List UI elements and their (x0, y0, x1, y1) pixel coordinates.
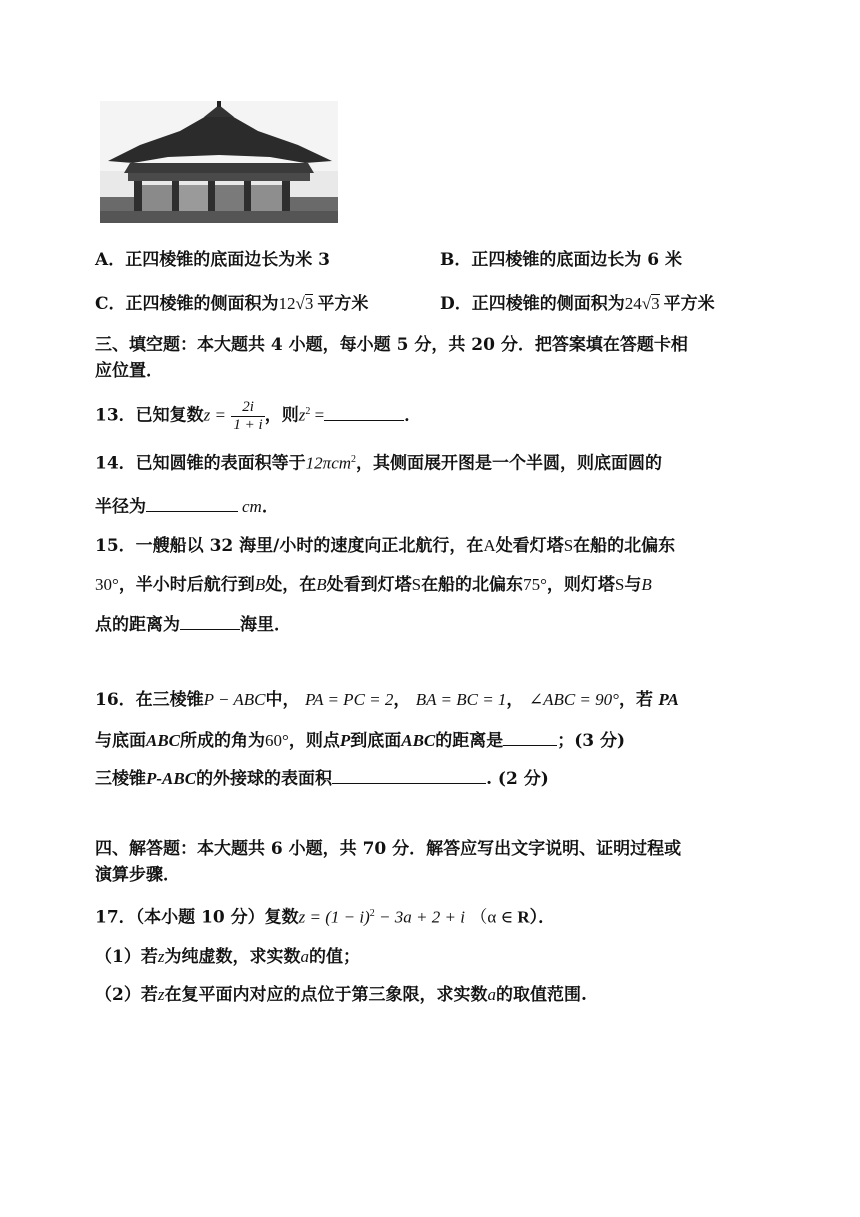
question-17-part2 (95, 983, 587, 1007)
option-b-value: 6 (647, 250, 660, 270)
section3-heading-line2: 应位置． (95, 361, 163, 381)
q17-p2-label: （2） (95, 985, 141, 1005)
option-d-radicand: 3 (651, 294, 660, 313)
q17-expr-b: − 3a + 2 + i (374, 907, 465, 927)
q17-cond-r: R (517, 907, 530, 927)
question-14-line2 (95, 493, 279, 519)
question-15-line3 (95, 611, 291, 637)
q17-cond: （α ∈ (470, 907, 518, 927)
q15-point-s2: S (411, 575, 422, 594)
q16-answer-blank-1[interactable] (503, 727, 557, 746)
q16-score2: . (2 分) (486, 769, 549, 789)
q16-line1-b: 中， (265, 690, 300, 710)
q15-answer-blank[interactable] (180, 611, 240, 630)
question-13 (95, 394, 421, 434)
q15-line2-a: ，半小时后航行到 (118, 575, 255, 595)
question-16: 16．在三棱锥P − ABC中， PA = PC = 2， BA = BC = 1， ∠ABC = 90°，若 PA (95, 690, 679, 710)
q16-line3-b: 的外接球的表面积 (196, 769, 333, 789)
q14-number: 14． (95, 453, 136, 474)
option-a (95, 248, 330, 272)
q15-angle1: 30° (95, 575, 119, 594)
option-d-coef: 24 (624, 294, 642, 313)
q16-abc2: ABC (401, 731, 436, 750)
q14-end: ． (261, 497, 279, 517)
q16-line1-a: 在三棱锥 (135, 690, 204, 710)
q13-frac-den: 1 + i (233, 416, 263, 433)
option-d: D．正四棱锥的侧面积为24√3 平方米 (440, 294, 715, 314)
option-a-label: A． (95, 250, 126, 270)
question-15-line2 (95, 573, 652, 597)
q15-line2-f: 与 (624, 575, 642, 595)
q17-p2-a: 若 (140, 985, 158, 1005)
q13-lhs: z = (203, 405, 227, 425)
q17-cond-end: ）． (529, 907, 556, 928)
q17-p1-var: a (300, 947, 309, 966)
q15-point-b: B (254, 575, 266, 594)
q13-eq: = (310, 405, 325, 425)
q16-line2-a: 与底面 (95, 731, 146, 751)
q16-line2-b: 所成的角为 (180, 731, 266, 751)
q13-text-mid: ，则 (264, 405, 299, 426)
option-d-label: D． (440, 294, 472, 314)
q13-answer-blank[interactable] (324, 402, 404, 421)
q16-abc: ABC (146, 731, 181, 750)
q15-point-b3: B (641, 575, 652, 594)
q16-point-p: P (339, 731, 351, 750)
q16-tetrahedron: P − ABC (203, 690, 266, 709)
option-c: C．正四棱锥的侧面积为12√3 平方米 (95, 294, 369, 314)
q16-score1: ；(3 分) (557, 731, 626, 751)
q16-number: 16． (95, 690, 136, 710)
q15-point-a: A (483, 536, 496, 555)
question-16-line3 (95, 765, 549, 791)
q15-point-b2: B (316, 575, 327, 594)
question-17-part1 (95, 945, 360, 969)
option-b-text: 正四棱锥的底面边长为 (471, 250, 648, 270)
q17-p1-c: 的值； (308, 947, 360, 967)
option-c-text: 正四棱锥的侧面积为 (125, 294, 279, 314)
q15-line1-pre: 一艘船以 (135, 536, 210, 556)
q13-rhs: z (298, 405, 306, 425)
q16-cond3: ∠ABC = 90° (528, 690, 619, 709)
q17-p1-label: （1） (95, 947, 141, 967)
pavilion-photo (100, 101, 338, 223)
q16-line2-d: 到底面 (350, 731, 402, 751)
q15-line3-pre: 点的距离为 (95, 615, 180, 635)
q17-p1-b: 为纯虚数，求实数 (164, 947, 301, 967)
q16-line1-c: ，若 (618, 690, 653, 710)
q13-fraction (231, 399, 264, 434)
option-c-coef: 12 (278, 294, 296, 313)
q17-p2-z: z (157, 985, 165, 1004)
option-d-unit: 平方米 (663, 294, 715, 314)
q16-answer-blank-2[interactable] (332, 765, 486, 784)
question-15 (95, 534, 675, 558)
q13-rhs-exp: 2 (305, 406, 311, 417)
option-a-value: 3 (318, 250, 330, 270)
q15-point-s3: S (614, 575, 625, 594)
option-c-unit: 平方米 (317, 294, 369, 314)
q14-answer-blank[interactable] (146, 493, 238, 512)
question-14 (95, 448, 662, 476)
option-c-label: C． (95, 294, 126, 314)
q13-end: ． (404, 405, 422, 426)
option-a-text: 正四棱锥的底面边长为米 (125, 250, 319, 270)
q15-line1-post: 海里/小时的速度向正北航行，在 (233, 536, 484, 556)
section3-heading-line1: 三、填空题：本大题共 4 小题，每小题 5 分，共 20 分．把答案填在答题卡相 (95, 335, 688, 355)
q15-point-s: S (563, 536, 574, 555)
q16-angle: 60° (265, 731, 289, 750)
q15-line3-post: 海里． (240, 615, 291, 635)
q17-p1-z: z (157, 947, 165, 966)
q16-line2-c: ，则点 (288, 731, 340, 751)
q17-p2-c: 的取值范围. (495, 985, 587, 1005)
q13-number: 13． (95, 405, 136, 426)
q16-cond1: PA = PC = 2 (304, 690, 394, 709)
q15-line2-b: 处，在 (265, 575, 317, 595)
q15-line1-tail: 在船的北偏东 (573, 536, 676, 556)
q14-unit: cm (242, 497, 262, 516)
q15-line2-d: 在船的北偏东 (421, 575, 524, 595)
q15-line1-end: 处看灯塔 (495, 536, 564, 556)
q13-text-pre: 已知复数 (135, 405, 204, 426)
section4-heading-line1: 四、解答题：本大题共 6 小题，共 70 分．解答应写出文字说明、证明过程或 (95, 839, 682, 859)
q15-speed: 32 (209, 536, 234, 556)
q17-number: 17． (95, 907, 136, 928)
q15-line2-e: ，则灯塔 (546, 575, 615, 595)
q16-line2-e: 的距离是 (435, 731, 504, 751)
q17-p2-b: 在复平面内对应的点位于第三象限，求实数 (164, 985, 488, 1005)
q14-text-pre: 已知圆锥的表面积等于 (135, 453, 306, 474)
q14-text-post: ，其侧面展开图是一个半圆，则底面圆的 (356, 453, 663, 474)
q17-p1-a: 若 (140, 947, 158, 967)
q17-p2-var: a (487, 985, 496, 1004)
option-b-unit: 米 (659, 250, 683, 270)
question-17 (95, 902, 555, 930)
q15-line2-c: 处看到灯塔 (326, 575, 412, 595)
q16-tetrahedron2: P-ABC (146, 769, 197, 788)
option-b-label: B． (440, 250, 472, 270)
q13-frac-num: 2i (231, 399, 264, 417)
q15-number: 15． (95, 536, 136, 556)
q17-expr-a: z = (1 − i) (298, 907, 370, 927)
option-c-radicand: 3 (304, 294, 314, 313)
q14-line2-pre: 半径为 (95, 497, 146, 517)
q17-expr-exp: 2 (369, 908, 375, 919)
q16-line3-a: 三棱锥 (95, 769, 146, 789)
q14-area: 12πcm (305, 453, 352, 473)
q16-pa: PA (658, 690, 679, 709)
q15-angle2: 75° (523, 575, 547, 594)
q16-cond2: BA = BC = 1 (415, 690, 507, 709)
question-16-line2 (95, 727, 625, 753)
q17-line1-a: （本小题 10 分）复数 (135, 907, 299, 928)
option-b (440, 248, 682, 272)
section4-heading-line2: 演算步骤． (95, 865, 180, 885)
q14-area-exp: 2 (351, 454, 357, 465)
option-d-text: 正四棱锥的侧面积为 (471, 294, 625, 314)
